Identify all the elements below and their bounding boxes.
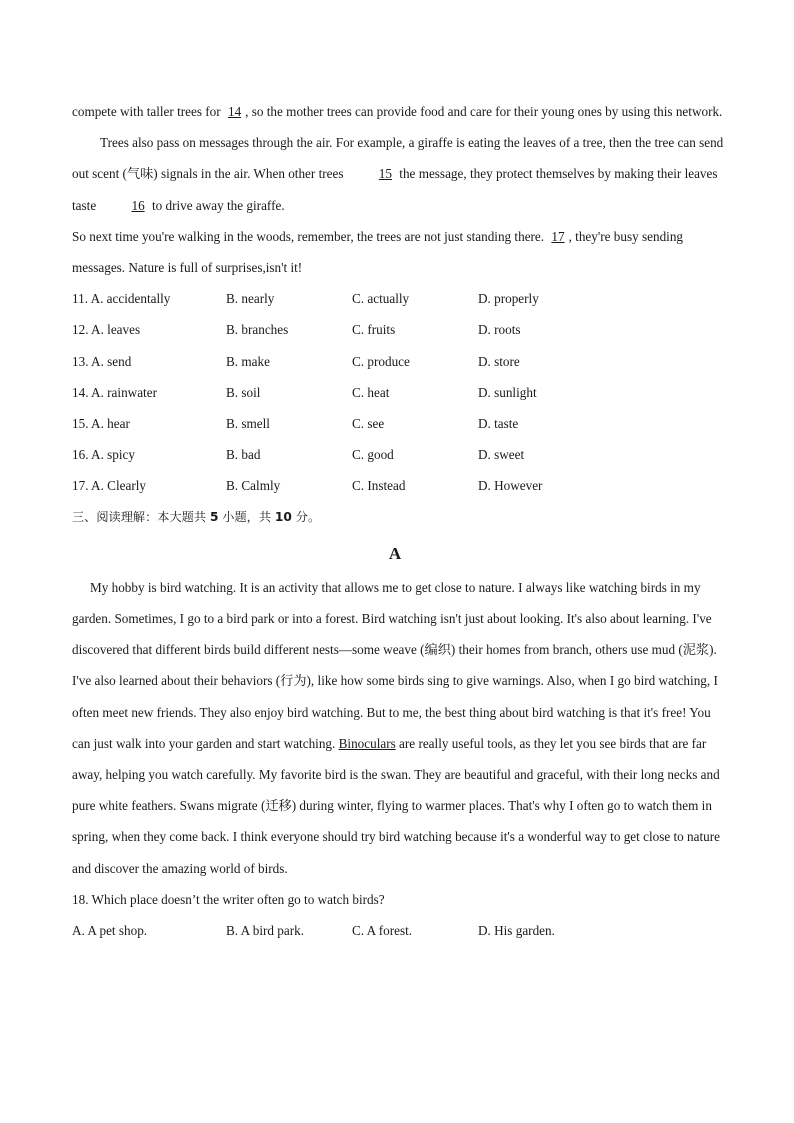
option-row-11 — [72, 283, 728, 314]
option-c: C. Instead — [352, 478, 406, 494]
passage-a-text — [72, 572, 728, 884]
option-c: C. heat — [352, 384, 390, 400]
option-b: B. make — [226, 353, 270, 369]
text-segment: the message, they protect themselves by making their leaves taste — [72, 166, 718, 213]
option-a: 11. A. accidentally — [72, 291, 171, 307]
option-b: B. Calmly — [226, 478, 281, 494]
section-heading — [72, 502, 728, 533]
score-total: 10 — [274, 509, 292, 524]
text-segment: compete with taller trees for — [72, 104, 224, 119]
option-c: C. produce — [352, 353, 410, 369]
option-b: B. branches — [226, 322, 289, 338]
option-d: D. sweet — [478, 447, 525, 463]
option-c: C. see — [352, 415, 385, 431]
option-d: D. properly — [478, 291, 539, 307]
option-d: D. However — [478, 478, 543, 494]
question-18-options — [72, 915, 728, 946]
option-b: B. soil — [226, 384, 261, 400]
blank-16: 16 — [131, 197, 145, 213]
cloze-paragraph-2 — [72, 127, 728, 221]
option-row-16 — [72, 439, 728, 470]
text-segment: are really useful tools, as they let you see birds that are far away, helping you watch carefully. My favorite bird is the swan. They are beautiful and graceful, with their long necks and pure white feathers. Swans migrate (迁移) during winter, flying to warmer places. That's why I often go to watch them in spring, when they come back. I think everyone should try bird watching because it's a wonderful way to get close to nature and discover the amazing world of birds. — [72, 735, 721, 876]
option-a: 14. A. rainwater — [72, 384, 157, 400]
option-row-12 — [72, 314, 728, 345]
option-a: 16. A. spicy — [72, 447, 136, 463]
option-b: B. smell — [226, 415, 270, 431]
option-a: 12. A. leaves — [72, 322, 141, 338]
option-d: D. sunlight — [478, 384, 537, 400]
cloze-paragraph-1 — [72, 96, 728, 127]
option-c: C. actually — [352, 291, 410, 307]
option-row-17 — [72, 470, 728, 501]
option-b: B. bad — [226, 447, 261, 463]
option-d: D. store — [478, 353, 520, 369]
question-count: 5 — [209, 509, 219, 524]
option-c: C. good — [352, 447, 394, 463]
exam-page — [72, 96, 728, 946]
option-a: 13. A. send — [72, 353, 132, 369]
option-d: D. roots — [478, 322, 521, 338]
text-segment: Trees also pass on messages through the air. For example, a giraffe is eating the leaves of a tree, then the tree can send out scent (气味) signals in the air. When other trees — [72, 135, 724, 182]
option-d: D. taste — [478, 415, 519, 431]
option-row-15 — [72, 408, 728, 439]
blank-17: 17 — [551, 228, 565, 244]
text-segment: My hobby is bird watching. It is an activity that allows me to get close to nature. I always like watching birds in my garden. Sometimes, I go to a bird park or into a forest. Bird watching isn't just about looking. It's also about learning. I've discovered that different birds build different nests—some weave (编织) their homes from branch, others use mud (泥浆). I've also learned about their behaviors (行为), like how some birds sing to give warnings. Also, when I go bird watching, I often meet new friends. They also enjoy bird watching. But to me, the best thing about bird watching is that it's free! You can just walk into your garden and start watching. — [72, 579, 718, 751]
text-segment: , so the mother trees can provide food and care for their young ones by using this network. — [245, 104, 723, 119]
option-a: A. A pet shop. — [72, 922, 148, 938]
question-18-stem: 18. Which place doesn’t the writer often go to watch birds? — [72, 891, 385, 907]
text-segment: So next time you're walking in the woods, remember, the trees are not just standing there. — [72, 228, 548, 244]
passage-title: A — [388, 543, 402, 563]
text-segment: , they're busy sending messages. Nature is full of surprises,isn't it! — [72, 228, 684, 276]
cloze-paragraph-3 — [72, 221, 728, 283]
underlined-word: Binoculars — [338, 735, 396, 751]
option-row-14 — [72, 377, 728, 408]
blank-14: 14 — [227, 104, 242, 119]
text-segment: 小题，共 — [218, 509, 275, 524]
option-c: C. fruits — [352, 322, 396, 338]
blank-15: 15 — [378, 166, 392, 182]
text-segment: 分。 — [291, 509, 321, 524]
option-b: B. A bird park. — [226, 922, 305, 938]
text-segment: to drive away the giraffe. — [148, 197, 285, 213]
option-a: 17. A. Clearly — [72, 478, 146, 494]
cloze-options — [72, 283, 728, 501]
option-row-13 — [72, 346, 728, 377]
option-d: D. His garden. — [478, 922, 555, 938]
option-c: C. A forest. — [352, 922, 413, 938]
option-b: B. nearly — [226, 291, 275, 307]
text-segment: 三、阅读理解：本大题共 — [72, 509, 210, 524]
option-a: 15. A. hear — [72, 415, 130, 431]
